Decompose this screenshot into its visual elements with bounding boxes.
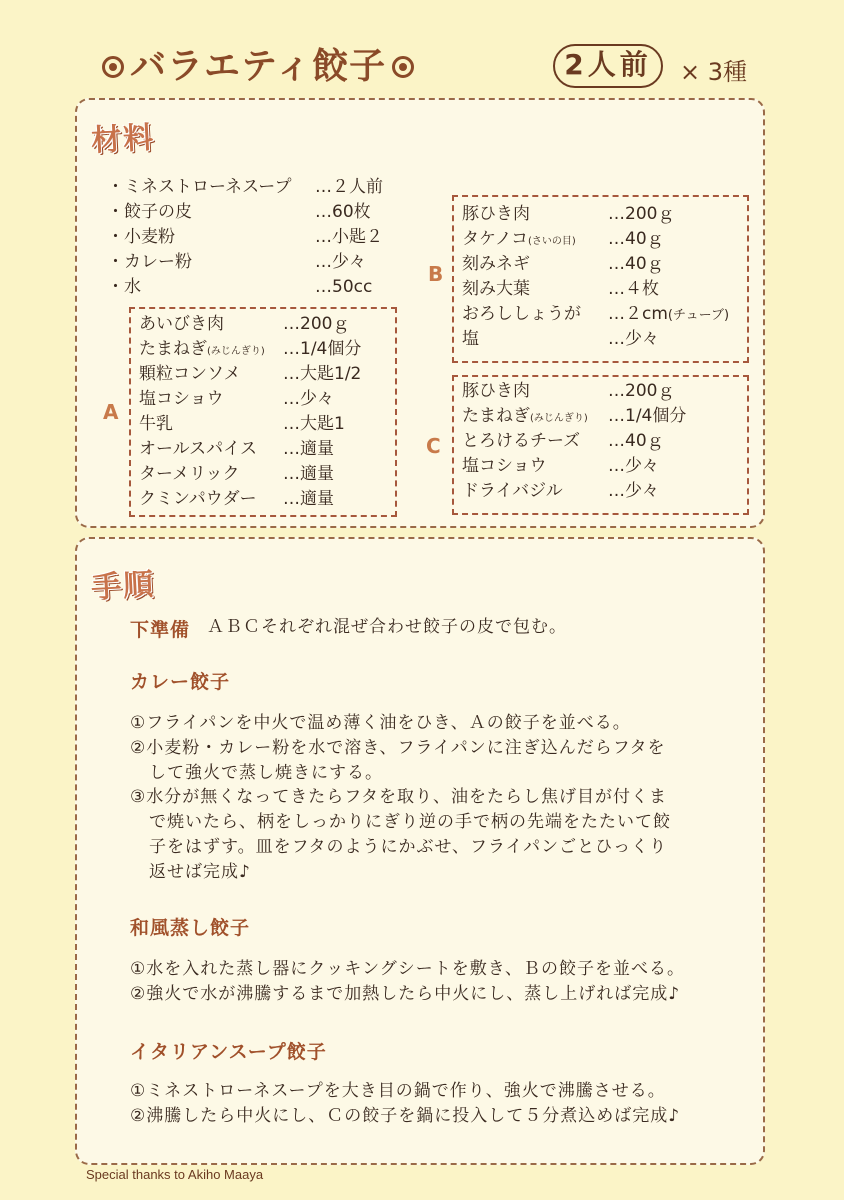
curry-title: カレー餃子 xyxy=(130,671,231,693)
ingredient-name-text: 塩コショウ xyxy=(462,456,547,476)
ingredient-amount xyxy=(283,362,361,386)
ingredients-panel xyxy=(75,98,765,528)
bullseye-icon xyxy=(392,56,414,78)
ingredient-amount xyxy=(283,312,349,336)
ingredient-name: ・小麦粉 xyxy=(107,227,175,247)
step-line: ②強火で水が沸騰するまで加熱したら中火にし、蒸し上げれば完成♪ xyxy=(130,983,681,1004)
ingredient-name-text: タケノコ xyxy=(462,229,528,249)
italian-title: イタリアンスープ餃子 xyxy=(130,1041,327,1063)
ingredient-amount-text: …適量 xyxy=(283,464,334,484)
ingredient-amount xyxy=(608,302,729,328)
ingredient-amount-text: …大匙1/2 xyxy=(283,364,362,384)
ingredient-box-c xyxy=(452,375,749,515)
ingredient-name-text: 豚ひき肉 xyxy=(462,204,530,224)
ingredient-name xyxy=(139,337,265,364)
ingredient-amount-text: …200ｇ xyxy=(608,381,675,401)
step-line: 返せば完成♪ xyxy=(149,861,251,882)
ingredient-name xyxy=(139,387,224,411)
ingredient-amount-text: …適量 xyxy=(283,439,334,459)
ingredient-amount-note: (チューブ) xyxy=(667,308,730,323)
ingredient-amount xyxy=(283,462,334,486)
ingredient-amount xyxy=(283,487,334,511)
ingredient-name-text: おろししょうが xyxy=(462,304,581,324)
ingredients-heading: 材料 xyxy=(90,120,157,159)
ingredient-name-text: とろけるチーズ xyxy=(462,431,581,451)
ingredient-amount-text: …40ｇ xyxy=(608,431,664,451)
ingredient-name-text: ターメリック xyxy=(139,464,240,484)
step-line: 子をはずす。皿をフタのようにかぶせ、フライパンごとひっくり xyxy=(149,837,668,857)
ingredient-name-text: 豚ひき肉 xyxy=(462,381,530,401)
ingredient-name xyxy=(139,362,241,386)
bullseye-icon xyxy=(102,56,124,78)
box-c-label: C xyxy=(426,434,441,458)
ingredient-name xyxy=(139,462,239,486)
ingredient-name xyxy=(139,487,257,511)
ingredient-amount-text: …適量 xyxy=(283,489,334,509)
step-line: ②小麦粉・カレー粉を水で溶き、フライパンに注ぎ込んだらフタを xyxy=(130,737,666,758)
ingredient-amount xyxy=(608,479,659,503)
ingredient-name xyxy=(462,429,580,453)
ingredient-name-text: 牛乳 xyxy=(139,414,173,434)
ingredient-note: (みじんぎり) xyxy=(207,346,265,357)
ingredient-amount xyxy=(283,412,345,436)
ingredient-name: ・水 xyxy=(107,277,141,297)
ingredient-amount xyxy=(608,379,674,403)
ingredient-name-text: オールスパイス xyxy=(139,439,257,459)
box-b-label: B xyxy=(428,262,444,286)
wafu-title: 和風蒸し餃子 xyxy=(130,917,251,939)
step-line: して強火で蒸し焼きにする。 xyxy=(149,762,383,783)
steps-heading: 手順 xyxy=(90,567,157,606)
ingredient-name xyxy=(462,404,588,431)
step-line: ③水分が無くなってきたらフタを取り、油をたらし焦げ目が付くま xyxy=(130,787,668,808)
ingredient-amount-text: …40ｇ xyxy=(608,229,664,249)
ingredient-name xyxy=(139,437,257,461)
ingredient-name xyxy=(462,302,581,326)
prep-label: 下準備 xyxy=(130,619,191,641)
ingredient-name-text: クミンパウダー xyxy=(139,489,257,509)
ingredient-amount xyxy=(283,387,334,411)
ingredient-amount xyxy=(608,327,659,351)
ingredient-name xyxy=(139,412,173,436)
ingredient-amount xyxy=(608,202,674,226)
ingredient-note: (さいの目) xyxy=(527,236,576,247)
ingredient-amount: …小匙２ xyxy=(315,227,383,247)
ingredient-note: (みじんぎり) xyxy=(530,413,588,424)
ingredient-name xyxy=(462,227,576,254)
ingredient-name-text: あいびき肉 xyxy=(139,314,224,334)
ingredient-name: ・カレー粉 xyxy=(107,252,192,272)
ingredient-amount xyxy=(608,227,664,251)
page-title xyxy=(96,42,420,92)
ingredient-amount: …２人前 xyxy=(315,177,383,197)
ingredient-amount-text: …４枚 xyxy=(608,279,659,299)
ingredient-amount-text: …1/4個分 xyxy=(608,406,687,426)
ingredient-box-b xyxy=(452,195,749,363)
credit-text: Special thanks to Akiho Maaya xyxy=(86,1167,264,1182)
ingredient-name-text: 塩 xyxy=(462,329,479,349)
ingredient-amount xyxy=(608,252,664,276)
ingredient-name xyxy=(462,479,563,503)
step-line: ①水を入れた蒸し器にクッキングシートを敷き、Ｂの餃子を並べる。 xyxy=(130,959,686,979)
ingredient-amount: …少々 xyxy=(315,252,366,272)
ingredient-name xyxy=(462,454,547,478)
ingredient-name-text: 刻みネギ xyxy=(462,254,530,274)
ingredient-amount-text: …大匙1 xyxy=(283,414,345,434)
ingredient-name xyxy=(462,277,530,301)
ingredient-name xyxy=(462,252,530,276)
step-line: ①ミネストローネスープを大き目の鍋で作り、強火で沸騰させる。 xyxy=(130,1081,666,1101)
ingredient-name-text: 刻み大葉 xyxy=(462,279,530,299)
ingredient-name-text: 顆粒コンソメ xyxy=(139,364,241,384)
ingredient-name: ・餃子の皮 xyxy=(107,202,192,222)
ingredient-amount xyxy=(283,437,334,461)
ingredient-amount xyxy=(608,454,659,478)
ingredient-amount: …60枚 xyxy=(315,202,371,222)
ingredient-amount-text: …少々 xyxy=(608,481,659,501)
ingredient-name: ・ミネストローネスープ xyxy=(107,177,292,197)
ingredient-name xyxy=(462,379,530,403)
steps-panel xyxy=(75,537,765,1165)
ingredient-name-text: たまねぎ xyxy=(462,406,530,426)
ingredient-amount-text: …200ｇ xyxy=(608,204,675,224)
step-line: ②沸騰したら中火にし、Ｃの餃子を鍋に投入して５分煮込めば完成♪ xyxy=(130,1105,681,1126)
ingredient-amount xyxy=(608,277,659,301)
step-line: で焼いたら、柄をしっかりにぎり逆の手で柄の先端をたたいて餃 xyxy=(149,812,671,833)
ingredient-name-text: 塩コショウ xyxy=(139,389,224,409)
ingredient-amount-text: …200ｇ xyxy=(283,314,350,334)
ingredient-name-text: たまねぎ xyxy=(139,339,207,359)
ingredient-amount xyxy=(608,404,686,428)
ingredient-amount xyxy=(608,429,664,453)
ingredient-name xyxy=(139,312,224,336)
servings-badge: 2人前 xyxy=(553,44,663,88)
ingredient-name-text: ドライバジル xyxy=(462,481,563,501)
ingredient-name xyxy=(462,202,530,226)
ingredient-amount-text: …少々 xyxy=(608,329,659,349)
servings-multiplier: × 3種 xyxy=(680,58,748,86)
step-line: ①フライパンを中火で温め薄く油をひき、Ａの餃子を並べる。 xyxy=(130,713,631,733)
prep-text: ＡＢＣそれぞれ混ぜ合わせ餃子の皮で包む。 xyxy=(207,617,567,637)
ingredient-amount-text: …少々 xyxy=(283,389,334,409)
ingredient-amount: …50cc xyxy=(315,277,373,297)
box-a-label: A xyxy=(103,400,119,424)
ingredient-box-a xyxy=(129,307,397,517)
ingredient-amount-text: …少々 xyxy=(608,456,659,476)
ingredient-amount-text: …1/4個分 xyxy=(283,339,362,359)
ingredient-name xyxy=(462,327,479,351)
title-text: バラエティ餃子 xyxy=(130,46,387,87)
ingredient-amount-text: …２cm xyxy=(608,304,668,324)
ingredient-amount-text: …40ｇ xyxy=(608,254,664,274)
ingredient-amount xyxy=(283,337,361,361)
